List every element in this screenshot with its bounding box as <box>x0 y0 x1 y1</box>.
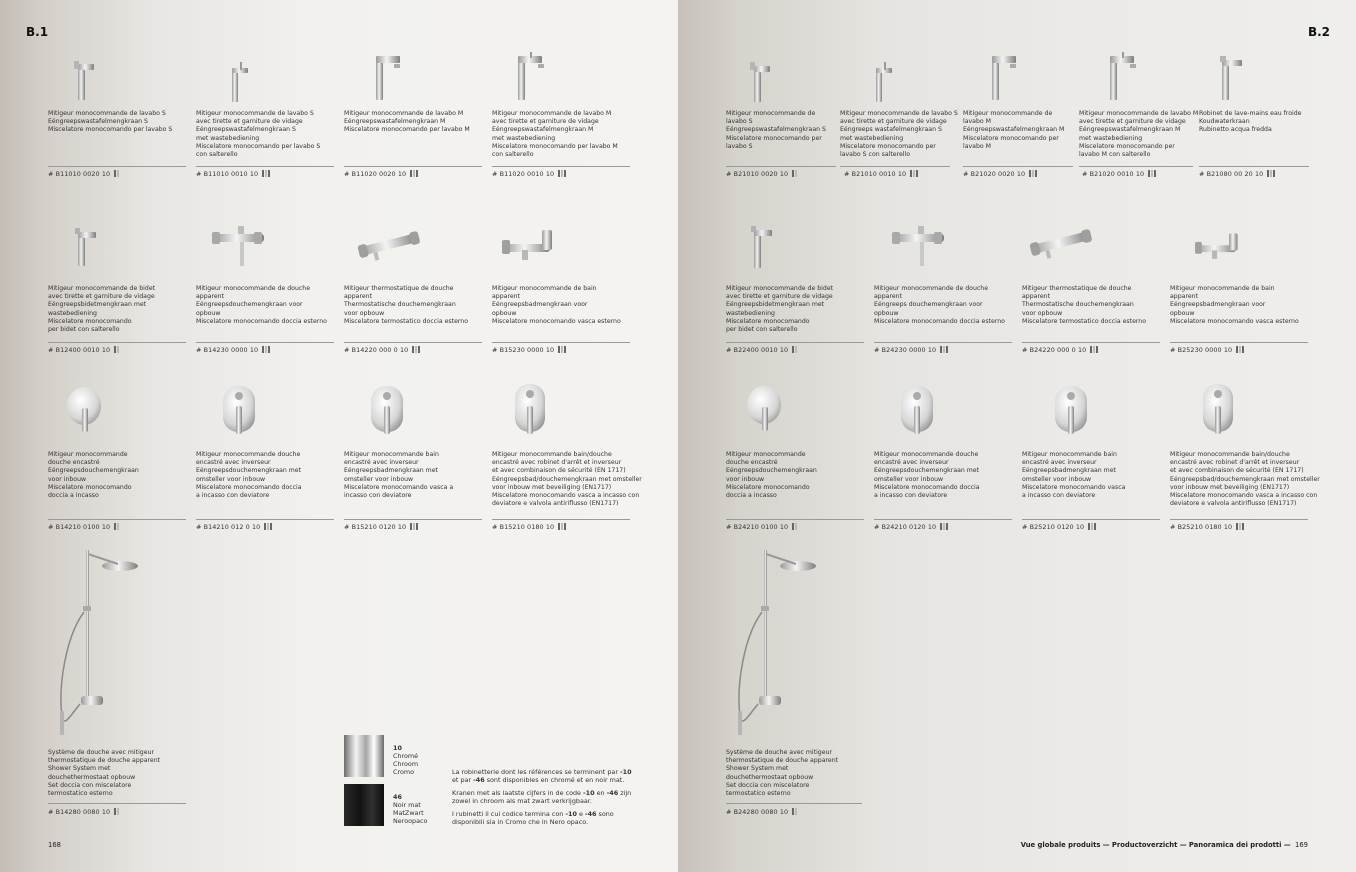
product-description: Mitigeur monocommande de bain apparent Eéngreepsbadmengkraan voor opbouw Miscelatore monocomando vasca esterno <box>1170 285 1299 325</box>
divider <box>196 166 334 167</box>
product-description: Mitigeur monocommande de lavabo M avec tirette et garniture de vidage Eéngreepswastafelmengkraan M met wastebediening Miscelatore monocomando per lavabo M con salterello <box>1079 110 1199 159</box>
product-code: # B14210 012 0 10 <box>196 523 273 532</box>
bidet-tap-icon <box>70 226 104 268</box>
chrome-finish-label: 10 Chromé Chroom Cromo <box>393 744 419 776</box>
product-code: # B24210 0100 10 <box>726 523 798 532</box>
matt-black-finish-label: 46 Noir mat MatZwart Neroopaco <box>393 793 428 825</box>
divider <box>1022 519 1160 520</box>
product-description: Mitigeur monocommande de lavabo M Eéngreepswastafelmengkraan M Miscelatore monocomando per lavabo M <box>963 110 1065 150</box>
divider <box>1079 166 1193 167</box>
concealed-shower-diverter-icon <box>898 382 936 438</box>
thermostatic-mixer-icon <box>356 228 422 262</box>
product-description: Robinet de lave-mains eau froide Koudwaterkraan Rubinetto acqua fredda <box>1199 110 1302 134</box>
shower-mixer-icon <box>210 220 270 270</box>
concealed-bath-diverter-icon <box>1052 382 1090 438</box>
concealed-shower-icon <box>744 382 784 436</box>
shower-mixer-icon <box>890 220 950 270</box>
product-code: # B25210 0120 10 <box>1022 523 1097 532</box>
product-description: Système de douche avec mitigeur thermostatique de douche apparent Shower System met douchethermostaat opbouw Set doccia con miscelatore termostatico esterno <box>726 749 839 798</box>
product-code: # B11010 0020 10 <box>48 170 120 179</box>
product-description: Mitigeur monocommande douche encastré avec inverseur Eéngreepsdouchemengkraan met omsteller voor inbouw Miscelatore monocomando doccia a incasso con deviatore <box>874 451 980 500</box>
product-code: # B12400 0010 10 <box>48 346 120 355</box>
divider <box>1170 519 1308 520</box>
bidet-tap-icon <box>746 224 780 270</box>
basin-tap-medium-icon <box>984 52 1024 102</box>
product-description: Mitigeur monocommande douche encastré Eéngreepsdouchemengkraan voor inbouw Miscelatore monocomando doccia a incasso <box>48 451 139 500</box>
page-footer <box>1021 841 1308 849</box>
divider <box>196 342 334 343</box>
cold-water-tap-icon <box>1214 54 1248 102</box>
divider <box>196 519 334 520</box>
divider <box>726 803 862 804</box>
basin-tap-small-popup-icon <box>224 60 254 104</box>
product-description: Mitigeur monocommande de lavabo S Eéngreepswastafelmengkraan S Miscelatore monocomando per lavabo S <box>48 110 173 134</box>
divider <box>344 519 482 520</box>
matt-black-finish-swatch <box>344 784 384 826</box>
divider <box>874 342 1012 343</box>
divider <box>48 803 186 804</box>
page-number: 168 <box>48 841 61 849</box>
product-description: Mitigeur monocommande de lavabo M Eéngreepswastafelmengkraan M Miscelatore monocomando per lavabo M <box>344 110 470 134</box>
shower-system-icon <box>56 546 140 740</box>
footer-title: Vue globale produits — Productoverzicht — Panoramica dei prodotti — <box>1020 841 1291 849</box>
product-code: # B14230 0000 10 <box>196 346 271 355</box>
product-code: # B14220 000 0 10 <box>344 346 421 355</box>
concealed-shower-diverter-icon <box>220 382 258 438</box>
product-description: Mitigeur monocommande de lavabo S avec tirette et garniture de vidage Eéngreeps wastafelmengkraan S met wastebediening Miscelatore monocomando per lavabo S con salterello <box>840 110 958 159</box>
product-description: Mitigeur monocommande de lavabo S avec tirette et garniture de vidage Eéngreepswastafelmengkraan S met wastebediening Miscelatore monocomando per lavabo S con salterello <box>196 110 321 159</box>
product-code: # B21080 00 20 10 <box>1199 170 1276 179</box>
product-description: Mitigeur monocommande de bain apparent Eéngreepsbadmengkraan voor opbouw Miscelatore monocomando vasca esterno <box>492 285 621 325</box>
concealed-bath-shower-safety-icon <box>1200 380 1236 438</box>
product-description: Mitigeur monocommande bain encastré avec inverseur Eéngreepsbadmengkraan met omsteller voor inbouw Miscelatore monocomando vasca a incasso con deviatore <box>344 451 454 500</box>
product-code: # B21010 0020 10 <box>726 170 798 179</box>
product-description: Mitigeur monocommande de bidet avec tirette et garniture de vidage Eéngreepsbidetmengkraan met wastebediening Miscelatore monocomando per bidet con salterello <box>48 285 156 334</box>
divider <box>840 166 950 167</box>
divider <box>48 166 186 167</box>
product-code: # B15230 0000 10 <box>492 346 567 355</box>
section-label: B.1 <box>26 25 49 39</box>
divider <box>48 342 186 343</box>
product-description: Mitigeur monocommande de douche apparent Eéngreepsdouchemengkraan voor opbouw Miscelatore monocomando doccia esterno <box>196 285 327 325</box>
divider <box>492 519 630 520</box>
product-description: Mitigeur monocommande de bidet avec tirette et garniture de vidage Eéngreepsbidetmengkraan met wastebediening Miscelatore monocomando per bidet con salterello <box>726 285 834 334</box>
divider <box>492 166 630 167</box>
product-code: # B24230 0000 10 <box>874 346 949 355</box>
product-code: # B24220 000 0 10 <box>1022 346 1099 355</box>
product-code: # B24280 0080 10 <box>726 808 798 817</box>
product-description: Mitigeur thermostatique de douche apparent Thermostatische douchemengkraan voor opbouw Miscelatore termostatico doccia esterno <box>344 285 469 325</box>
product-description: Système de douche avec mitigeur thermostatique de douche apparent Shower System met douchethermostaat opbouw Set doccia con miscelatore termostatico esterno <box>48 749 161 798</box>
divider <box>492 342 630 343</box>
product-code: # B25210 0180 10 <box>1170 523 1245 532</box>
product-code: # B22400 0010 10 <box>726 346 798 355</box>
page-number: 169 <box>1295 841 1308 849</box>
divider <box>1170 342 1308 343</box>
basin-tap-medium-popup-icon <box>510 52 550 102</box>
product-code: # B15210 0180 10 <box>492 523 567 532</box>
divider <box>1199 166 1309 167</box>
product-description: Mitigeur monocommande bain/douche encastré avec robinet d'arrêt et inverseur et avec combinaison de sécurité (EN 1717) Eéngreepsbad/douchemengkraan met omsteller voor inbouw met beveiliging (EN1717) Miscelatore monocomando vasca a incasso con deviatore e valvola antiriflusso (EN1717) <box>1170 451 1320 508</box>
shower-system-icon <box>734 546 818 740</box>
right-page <box>678 0 1356 872</box>
product-description: Mitigeur monocommande de douche apparent Eéngreeps douchemengkraan voor opbouw Miscelatore monocomando doccia esterno <box>874 285 1005 325</box>
product-code: # B25230 0000 10 <box>1170 346 1245 355</box>
concealed-bath-shower-safety-icon <box>512 380 548 438</box>
divider <box>344 342 482 343</box>
product-description: Mitigeur monocommande douche encastré avec inverseur Eéngreepsdouchemengkraan met omsteller voor inbouw Miscelatore monocomando doccia a incasso con deviatore <box>196 451 302 500</box>
bath-mixer-icon <box>1192 230 1244 264</box>
product-code: # B14210 0100 10 <box>48 523 120 532</box>
product-description: Mitigeur thermostatique de douche apparent Thermostatische douchemengkraan voor opbouw Miscelatore termostatico doccia esterno <box>1022 285 1147 325</box>
finish-note-fr: La robinetterie dont les références se terminent par -10 et par -46 sont disponibles en chromé et en noir mat. <box>452 768 632 785</box>
divider <box>963 166 1073 167</box>
chrome-finish-swatch <box>344 735 384 777</box>
finish-note-it: I rubinetti il cui codice termina con -10 e -46 sono disponibili sia in Cromo che in Nero opaco. <box>452 810 614 827</box>
divider <box>726 166 836 167</box>
basin-tap-medium-icon <box>368 52 408 102</box>
divider <box>48 519 186 520</box>
product-code: # B15210 0120 10 <box>344 523 419 532</box>
product-description: Mitigeur monocommande bain/douche encastré avec robinet d'arrêt et inverseur et avec combinaison de sécurité (EN 1717) Eéngreepsbad/douchemengkraan met omsteller voor inbouw met beveiliging (EN1717) Miscelatore monocomando vasca a incasso con deviatore e valvola antiriflusso (EN1717) <box>492 451 642 508</box>
product-description: Mitigeur monocommande douche encastré Eéngreepsdouchemengkraan voor inbouw Miscelatore monocomando doccia a incasso <box>726 451 817 500</box>
divider <box>344 166 482 167</box>
product-code: # B21010 0010 10 <box>844 170 919 179</box>
concealed-bath-diverter-icon <box>368 382 406 438</box>
basin-tap-small-icon <box>66 56 100 102</box>
divider <box>726 519 864 520</box>
product-code: # B21020 0010 10 <box>1082 170 1157 179</box>
basin-tap-medium-popup-icon <box>1102 52 1142 102</box>
finish-note-nl: Kranen met als laatste cijfers in de code -10 en -46 zijn zowel in chroom als mat zwart verkrijgbaar. <box>452 789 632 806</box>
product-description: Mitigeur monocommande de lavabo M avec tirette et garniture de vidage Eéngreepswastafelmengkraan M met wastebediening Miscelatore monocomando per lavabo M con salterello <box>492 110 618 159</box>
concealed-shower-icon <box>64 384 104 436</box>
divider <box>1022 342 1160 343</box>
product-description: Mitigeur monocommande bain encastré avec inverseur Eéngreepsbadmengkraan met omsteller voor inbouw Miscelatore monocomando vasca a incasso con deviatore <box>1022 451 1126 500</box>
divider <box>874 519 1012 520</box>
product-code: # B11020 0010 10 <box>492 170 567 179</box>
product-code: # B14280 0080 10 <box>48 808 120 817</box>
product-description: Mitigeur monocommande de lavabo S Eéngreepswastafelmengkraan S Miscelatore monocomando per lavabo S <box>726 110 826 150</box>
product-code: # B24210 0120 10 <box>874 523 949 532</box>
thermostatic-mixer-icon <box>1028 226 1094 260</box>
basin-tap-small-popup-icon <box>868 60 898 104</box>
section-label: B.2 <box>1307 25 1330 39</box>
basin-tap-small-icon <box>744 58 778 104</box>
divider <box>726 342 864 343</box>
product-code: # B11020 0020 10 <box>344 170 419 179</box>
bath-mixer-icon <box>500 226 558 266</box>
product-code: # B21020 0020 10 <box>963 170 1038 179</box>
product-code: # B11010 0010 10 <box>196 170 271 179</box>
